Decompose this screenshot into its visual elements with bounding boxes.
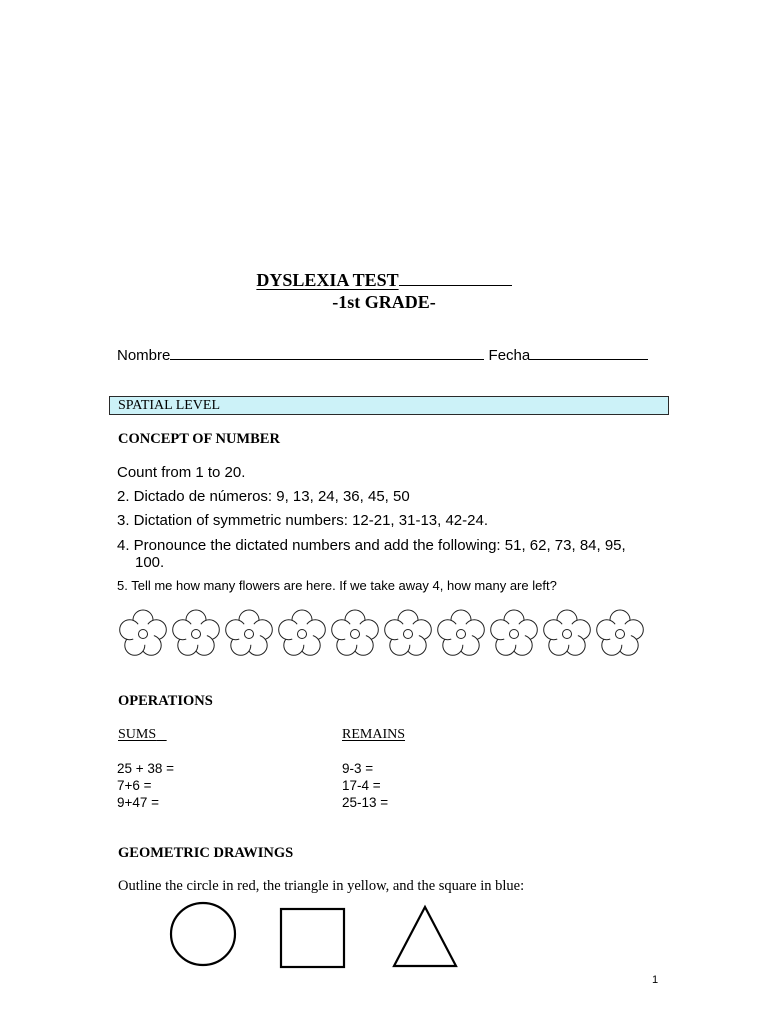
square-shape (281, 909, 344, 967)
shapes-row (160, 896, 470, 976)
name-field[interactable] (170, 345, 484, 360)
geometric-heading: GEOMETRIC DRAWINGS (118, 845, 294, 861)
remain-item: 17-4 = (342, 778, 381, 793)
remain-item: 25-13 = (342, 795, 389, 810)
list-item-continuation: 100. (135, 554, 165, 571)
page-number: 1 (652, 974, 659, 986)
flower-icon (597, 610, 644, 655)
triangle-shape (394, 907, 456, 966)
sum-item: 9+47 = (117, 795, 160, 810)
remains-label: REMAINS (342, 727, 406, 742)
flower-icon (173, 610, 220, 655)
flower-icon (279, 610, 326, 655)
remain-item: 9-3 = (342, 761, 374, 776)
flower-icon (491, 610, 538, 655)
document-title (0, 270, 768, 291)
grade-subtitle: -1st GRADE- (332, 292, 436, 312)
flower-icon (438, 610, 485, 655)
name-label: Nombre (117, 347, 171, 364)
geometric-instruction: Outline the circle in red, the triangle in yellow, and the square in blue: (118, 878, 525, 894)
circle-shape (171, 903, 235, 965)
title-underline (399, 270, 512, 286)
flower-icon (332, 610, 379, 655)
title-text: DYSLEXIA TEST (256, 270, 399, 290)
operations-heading: OPERATIONS (118, 693, 213, 709)
date-label: Fecha (488, 347, 531, 364)
flower-icon (544, 610, 591, 655)
section-banner: SPATIAL LEVEL (109, 396, 669, 415)
flower-icon (226, 610, 273, 655)
name-date-row (117, 345, 648, 364)
flower-icon (385, 610, 432, 655)
sums-label: SUMS (118, 727, 157, 742)
flower-icon (120, 610, 167, 655)
sum-item: 7+6 = (117, 778, 152, 793)
list-item: 2. Dictado de números: 9, 13, 24, 36, 45, 50 (117, 488, 410, 505)
concept-heading: CONCEPT OF NUMBER (118, 431, 280, 447)
list-item: 4. Pronounce the dictated numbers and add the following: 51, 62, 73, 84, 95, (117, 537, 626, 554)
list-item: Count from 1 to 20. (117, 464, 246, 481)
sum-item: 25 + 38 = (117, 761, 175, 776)
flowers-row (116, 604, 656, 660)
date-field[interactable] (530, 345, 648, 360)
list-item: 3. Dictation of symmetric numbers: 12-21, 31-13, 42-24. (117, 512, 489, 529)
list-item: 5. Tell me how many flowers are here. If we take away 4, how many are left? (117, 578, 557, 593)
